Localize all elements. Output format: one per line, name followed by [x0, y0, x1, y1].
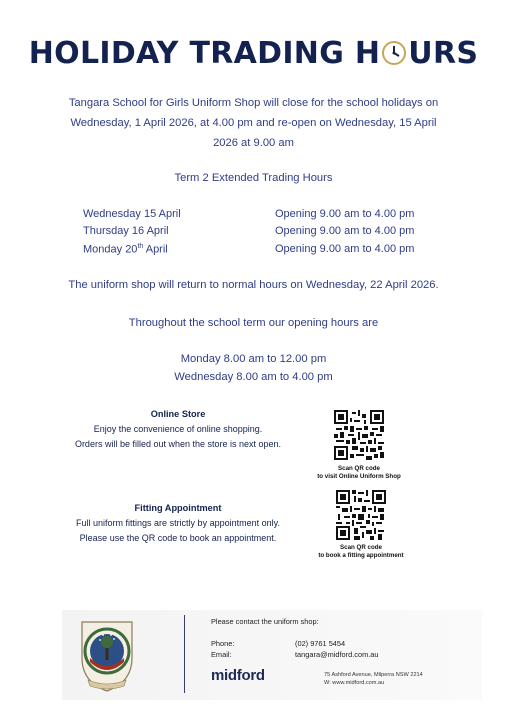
extended-day: Monday 20th April: [83, 243, 168, 256]
term-hours-wednesday: Wednesday 8.00 am to 4.00 pm: [174, 371, 333, 383]
phone-number[interactable]: (02) 9761 5454: [295, 639, 346, 648]
online-store-text: Enjoy the convenience of online shopping. Orders will be filled out when the store is next open.: [74, 424, 282, 449]
online-store-qr-code[interactable]: [334, 410, 384, 460]
online-store-qr-caption: Scan QR code to visit Online Uniform Shop: [317, 465, 401, 480]
phone-label: Phone:: [211, 639, 235, 648]
return-note: The uniform shop will return to normal hours on Wednesday, 22 April 2026.: [68, 279, 439, 291]
fitting-qr-code[interactable]: [336, 490, 386, 540]
extended-day: Wednesday 15 April: [83, 208, 181, 220]
fitting-heading: Fitting Appointment: [134, 503, 222, 513]
midford-logo: midford: [211, 667, 265, 684]
extended-hours: Opening 9.00 am to 4.00 pm: [275, 225, 415, 237]
fitting-text: Full uniform fittings are strictly by appointment only. Please use the QR code to book an appointment.: [76, 518, 280, 543]
school-crest-logo: [78, 618, 136, 694]
extended-day: Thursday 16 April: [83, 225, 169, 237]
clock-icon: [381, 40, 407, 66]
closure-notice: Tangara School for Girls Uniform Shop will close for the school holidays on Wednesday, 1 April 2026, at 4.00 pm and re-open on Wednesday, 15 April 2026 at 9.00 am: [68, 97, 439, 149]
fitting-qr-caption: Scan QR code to book a fitting appointment: [318, 544, 404, 559]
email-link[interactable]: tangara@midford.com.au: [295, 650, 379, 659]
term-hours-heading: Throughout the school term our opening hours are: [128, 317, 379, 329]
title-text-end: URS: [408, 36, 479, 71]
address: 75 Ashford Avenue, Milperra NSW 2214: [324, 672, 423, 678]
extended-hours: Opening 9.00 am to 4.00 pm: [275, 243, 415, 255]
contact-heading: Please contact the uniform shop:: [211, 617, 319, 626]
website-link[interactable]: W: www.midford.com.au: [324, 680, 385, 686]
footer-divider: [184, 615, 185, 693]
title-text-start: HOLIDAY TRADING H: [28, 36, 381, 71]
extended-hours: Opening 9.00 am to 4.00 pm: [275, 208, 415, 220]
term-hours-monday: Monday 8.00 am to 12.00 pm: [180, 353, 327, 365]
online-store-heading: Online Store: [150, 409, 206, 419]
extended-hours-heading: Term 2 Extended Trading Hours: [174, 172, 333, 184]
email-label: Email:: [211, 650, 232, 659]
page-title: [0, 36, 507, 71]
